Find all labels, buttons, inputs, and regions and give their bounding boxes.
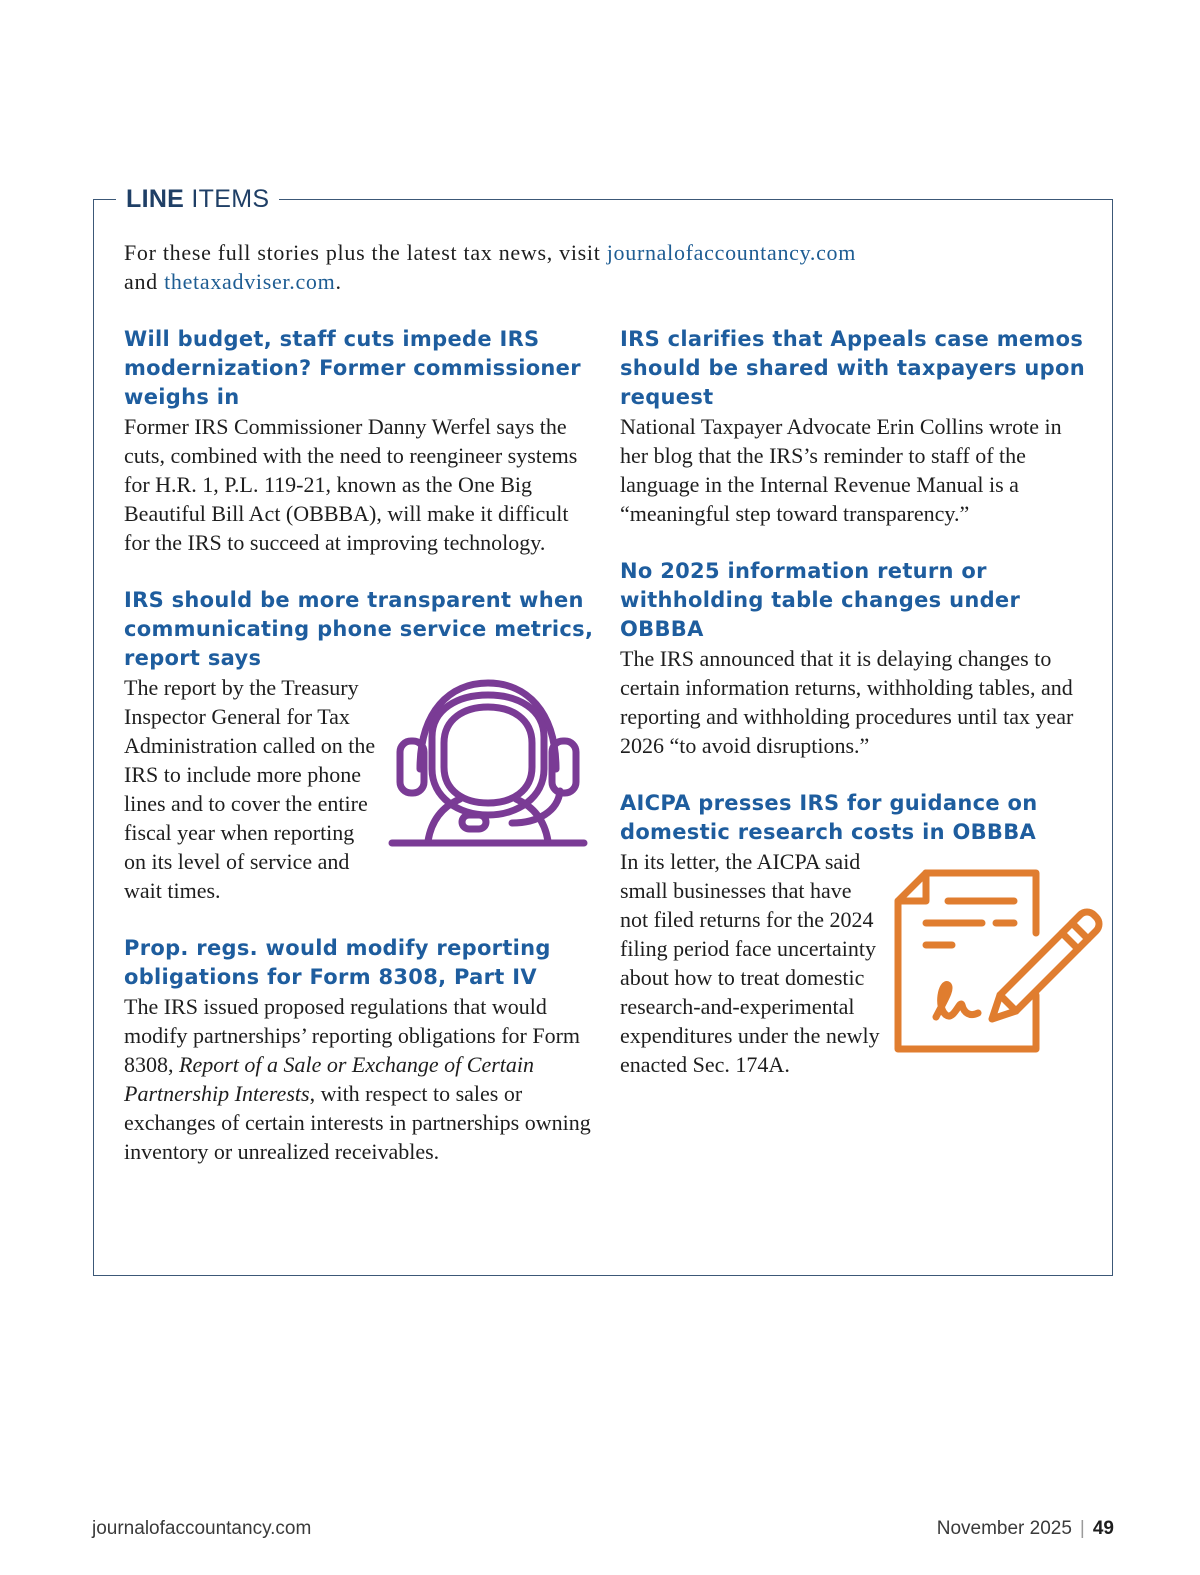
- link-thetaxadviser[interactable]: thetaxadviser.com: [164, 269, 336, 294]
- story-headline[interactable]: No 2025 information return or withholding table changes under OBBBA: [620, 559, 1021, 641]
- story-headline[interactable]: Will budget, staff cuts impede IRS modernization? Former commissioner weighs in: [124, 327, 581, 409]
- story-headline[interactable]: IRS clarifies that Appeals case memos should be shared with taxpayers upon request: [620, 327, 1085, 409]
- link-journalofaccountancy[interactable]: journalofaccountancy.com: [606, 240, 857, 265]
- headset-icon: [388, 673, 588, 849]
- footer-separator: |: [1079, 1518, 1085, 1539]
- story-body: In its letter, the AICPA said small businesses that have not filed returns for the 2024 filing period face uncertainty about how to treat domestic research-and-experimental expenditures under the newly enacted Sec. 174A.: [620, 849, 880, 1077]
- story-no-2025-changes: [620, 557, 1090, 760]
- story-appeals-memos: [620, 325, 1090, 528]
- story-body-after: , with respect to sales or exchanges of certain interests in partnerships owning inventory or unrealized receivables.: [124, 1081, 591, 1164]
- form-title-italic: Report of a Sale or Exchange of Certain Partnership Interests: [124, 1052, 534, 1106]
- story-budget-cuts: [124, 325, 594, 557]
- story-form-8308: [124, 934, 594, 1166]
- signed-document-icon: [890, 867, 1104, 1057]
- story-phone-metrics: [124, 586, 594, 905]
- intro-text-before: For these full stories plus the latest tax news, visit: [124, 240, 607, 265]
- document-icon-wrap: [882, 847, 1090, 1064]
- intro-text: [124, 238, 1084, 296]
- box-title: [116, 182, 279, 216]
- story-body: [124, 992, 594, 1166]
- footer-page-info: [937, 1516, 1114, 1542]
- box-title-rest: ITEMS: [191, 185, 270, 213]
- story-aicpa-guidance: [620, 789, 1090, 1079]
- intro-text-end: .: [335, 269, 342, 294]
- headset-icon-wrap: [376, 673, 594, 856]
- footer-site: journalofaccountancy.com: [92, 1518, 312, 1539]
- page-number: 49: [1092, 1518, 1114, 1539]
- story-body: National Taxpayer Advocate Erin Collins wrote in her blog that the IRS’s reminder to staff of the language in the Internal Revenue Manual is a “meaningful step toward transparency.”: [620, 414, 1062, 526]
- story-body: The IRS announced that it is delaying changes to certain information returns, withholding tables, and reporting and withholding procedures until tax year 2026 “to avoid disruptions.”: [620, 646, 1074, 758]
- story-body: The report by the Treasury Inspector General for Tax Administration called on the IRS to include more phone lines and to cover the entire fiscal year when reporting on its level of service and wait times.: [124, 675, 376, 903]
- story-body-before: The IRS issued proposed regulations that would modify partnerships’ reporting obligations for Form 8308,: [124, 994, 581, 1077]
- footer-date: November 2025: [936, 1518, 1072, 1539]
- box-title-strong: LINE: [126, 185, 185, 213]
- story-headline[interactable]: AICPA presses IRS for guidance on domestic research costs in OBBBA: [620, 791, 1038, 844]
- intro-text-mid: and: [124, 269, 165, 294]
- left-column: [124, 325, 594, 1195]
- story-body-wrap: [124, 673, 594, 905]
- story-headline[interactable]: IRS should be more transparent when communicating phone service metrics, report says: [124, 588, 594, 670]
- story-body-wrap: [620, 847, 1090, 1079]
- story-body: Former IRS Commissioner Danny Werfel says the cuts, combined with the need to reengineer systems for H.R. 1, P.L. 119-21, known as the One Big Beautiful Bill Act (OBBBA), will make it difficult for the IRS to succeed at improving technology.: [124, 414, 578, 555]
- story-headline[interactable]: Prop. regs. would modify reporting obligations for Form 8308, Part IV: [124, 936, 551, 989]
- right-column: [620, 325, 1090, 1108]
